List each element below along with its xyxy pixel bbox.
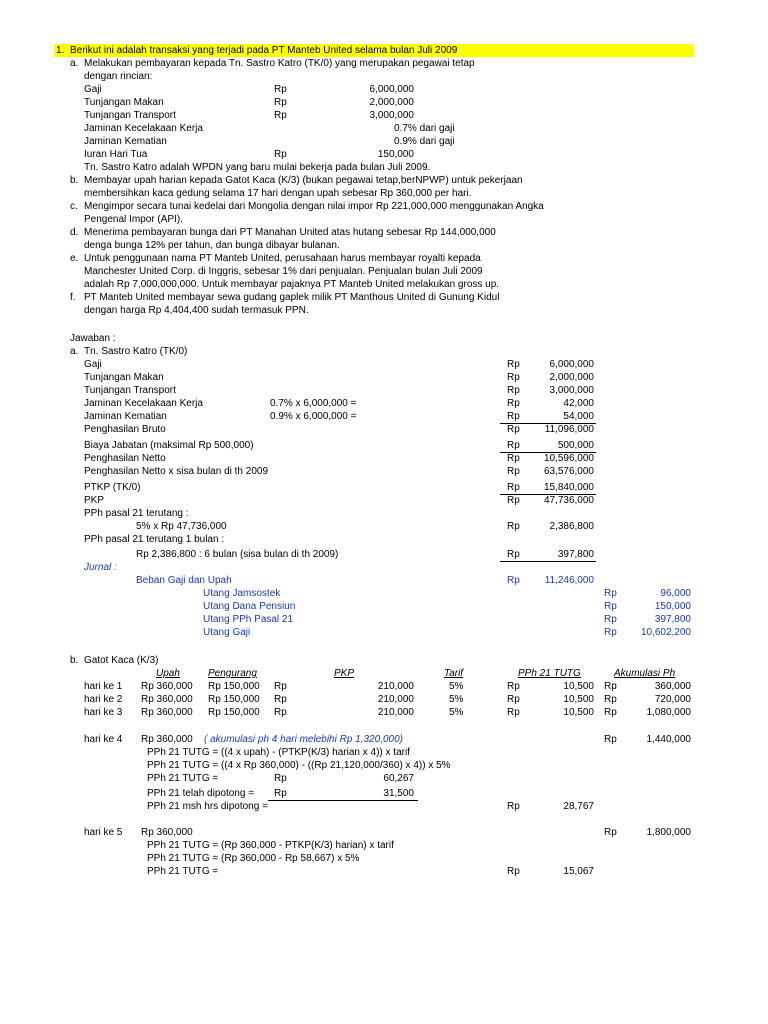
detail-percent: 0.9% dari gaji [394, 136, 455, 147]
pph-label: PPh pasal 21 terutang : [84, 508, 189, 519]
detail-percent: 0.7% dari gaji [394, 123, 455, 134]
question-number: 1. [56, 45, 65, 56]
jurnal-credit-value: 96,000 [660, 588, 691, 599]
pph-cell: 10,500 [563, 707, 594, 718]
jurnal-credit-value: 150,000 [654, 601, 691, 612]
col-header-akumulasi: Akumulasi Ph [614, 668, 676, 679]
answer-b-heading: Gatot Kaca (K/3) [84, 655, 159, 666]
akum-currency: Rp [604, 734, 617, 745]
day-label: hari ke 4 [84, 734, 123, 745]
calc-currency: Rp [507, 424, 520, 435]
pkp-cell: 210,000 [377, 694, 414, 705]
jurnal-debit-currency: Rp [507, 575, 520, 586]
calc-value: 42,000 [563, 398, 594, 409]
tarif-cell: 5% [449, 707, 464, 718]
day-label: hari ke 1 [84, 681, 123, 692]
calc-value: 15,840,000 [543, 482, 594, 493]
question-intro: Berikut ini adalah transaksi yang terjadi pada PT Manteb United selama bulan Juli 2009 [70, 45, 458, 56]
detail-label: Jaminan Kematian [84, 136, 167, 147]
calc-value: 3,000,000 [549, 385, 594, 396]
item-b-marker: b. [70, 175, 79, 186]
pph-cell: 28,767 [563, 801, 594, 812]
calc-value: 10,596,000 [543, 453, 594, 464]
pkp-currency: Rp [274, 694, 287, 705]
calc-label: PKP [84, 495, 105, 506]
calc-label: Penghasilan Netto [84, 453, 166, 464]
pph-currency: Rp [507, 866, 520, 877]
pkp-currency: Rp [274, 681, 287, 692]
formula-line: PPh 21 TUTG = (Rp 360,000 - Rp 58,667) x 5% [147, 853, 360, 864]
jurnal-debit-label: Beban Gaji dan Upah [136, 575, 232, 586]
akum-currency: Rp [604, 827, 617, 838]
detail-label: Tunjangan Transport [84, 110, 176, 121]
calc-formula: 0.9% x 6,000,000 = [270, 411, 357, 422]
item-a-line1: Melakukan pembayaran kepada Tn. Sastro Katro (TK/0) yang merupakan pegawai tetap [84, 58, 475, 69]
jurnal-credit-label: Utang PPh Pasal 21 [203, 614, 294, 625]
pph-currency: Rp [507, 694, 520, 705]
day4-note: ( akumulasi ph 4 hari melebihi Rp 1,320,000) [204, 734, 403, 745]
upah-cell: Rp 360,000 [141, 681, 193, 692]
calc-label: Jaminan Kecelakaan Kerja [84, 398, 203, 409]
calc-currency: Rp [507, 453, 520, 464]
calc-label: Gaji [84, 359, 102, 370]
formula-label: PPh 21 telah dipotong = [147, 788, 255, 799]
item-a-marker: a. [70, 58, 79, 69]
item-c-line1: Mengimpor secara tunai kedelai dari Mongolia dengan nilai impor Rp 221,000,000 menggunakan Angka [84, 201, 544, 212]
detail-label: Gaji [84, 84, 102, 95]
answer-a-heading: Tn. Sastro Katro (TK/0) [84, 346, 188, 357]
answer-a-marker: a. [70, 346, 79, 357]
calc-label: Penghasilan Netto x sisa bulan di th 2009 [84, 466, 269, 477]
formula-label: PPh 21 TUTG = [147, 866, 219, 877]
pph-currency: Rp [507, 681, 520, 692]
akum-currency: Rp [604, 681, 617, 692]
col-header-pkp: PKP [334, 668, 355, 679]
calc-currency: Rp [507, 372, 520, 383]
calc-label: Tunjangan Transport [84, 385, 176, 396]
calc-currency: Rp [507, 549, 520, 560]
pph-month-formula: Rp 2,386,800 : 6 bulan (sisa bulan di th 2009) [136, 549, 339, 560]
jurnal-credit-currency: Rp [604, 601, 617, 612]
jurnal-label: Jurnal : [84, 562, 117, 573]
item-c-marker: c. [70, 201, 78, 212]
detail-currency: Rp [274, 110, 287, 121]
formula-line: PPh 21 TUTG = (Rp 360,000 - PTKP(K/3) harian) x tarif [147, 840, 394, 851]
item-f-marker: f. [70, 292, 76, 303]
calc-value: 2,000,000 [549, 372, 594, 383]
jurnal-debit-value: 11,246,000 [544, 575, 594, 586]
item-b-line2: membersihkan kaca gedung selama 17 hari dengan upah sebesar Rp 360,000 per hari. [84, 188, 472, 199]
formula-label: PPh 21 msh hrs dipotong = [147, 801, 268, 812]
pph-currency: Rp [507, 801, 520, 812]
detail-value: 2,000,000 [369, 97, 414, 108]
tarif-cell: 5% [449, 694, 464, 705]
calc-currency: Rp [507, 466, 520, 477]
jurnal-credit-currency: Rp [604, 614, 617, 625]
pph-cell: 10,500 [563, 681, 594, 692]
pph-month-label: PPh pasal 21 terutang 1 bulan : [84, 534, 225, 545]
detail-value: 6,000,000 [369, 84, 414, 95]
formula-line: PPh 21 TUTG = ((4 x upah) - (PTKP(K/3) harian x 4)) x tarif [147, 747, 410, 758]
jurnal-credit-label: Utang Jamsostek [203, 588, 281, 599]
item-d-line2: denga bunga 12% per tahun, dan bunga dibayar bulanan. [84, 240, 340, 251]
item-e-line2: Manchester United Corp. di Inggris, sebesar 1% dari penjualan. Penjualan bulan Juli 2009 [84, 266, 483, 277]
calc-value: 47,736,000 [543, 495, 594, 506]
item-f-line1: PT Manteb United membayar sewa gudang gaplek milik PT Manthous United di Gunung Kidul [84, 292, 500, 303]
calc-label: Biaya Jabatan (maksimal Rp 500,000) [84, 440, 254, 451]
item-d-marker: d. [70, 227, 79, 238]
pengurang-cell: Rp 150,000 [208, 707, 260, 718]
pengurang-cell: Rp 150,000 [208, 694, 260, 705]
jurnal-credit-currency: Rp [604, 588, 617, 599]
pph-currency: Rp [507, 707, 520, 718]
formula-value: 31,500 [383, 788, 414, 799]
detail-value: 150,000 [377, 149, 414, 160]
calc-value: 397,800 [557, 549, 594, 560]
calc-label: Tunjangan Makan [84, 372, 164, 383]
jurnal-credit-currency: Rp [604, 627, 617, 638]
pengurang-cell: Rp 150,000 [208, 681, 260, 692]
calc-currency: Rp [507, 482, 520, 493]
pph-cell: 15,067 [563, 866, 594, 877]
upah-cell: Rp 360,000 [141, 694, 193, 705]
item-d-line1: Menerima pembayaran bunga dari PT Manahan United atas hutang sebesar Rp 144,000,000 [84, 227, 496, 238]
item-e-line1: Untuk penggunaan nama PT Manteb United, perusahaan harus membayar royalti kepada [84, 253, 481, 264]
item-c-line2: Pengenal Impor (API). [84, 214, 183, 225]
pph-formula: 5% x Rp 47,736,000 [136, 521, 227, 532]
calc-value: 500,000 [557, 440, 594, 451]
calc-currency: Rp [507, 440, 520, 451]
day-label: hari ke 3 [84, 707, 123, 718]
sum-underline [268, 800, 418, 801]
formula-line: PPh 21 TUTG = ((4 x Rp 360,000) - ((Rp 21,120,000/360) x 4)) x 5% [147, 760, 451, 771]
item-a-note: Tn. Sastro Katro adalah WPDN yang baru mulai bekerja pada bulan Juli 2009. [84, 162, 431, 173]
detail-label: Jaminan Kecelakaan Kerja [84, 123, 203, 134]
jurnal-credit-value: 397,800 [654, 614, 691, 625]
jurnal-credit-value: 10,602,200 [640, 627, 691, 638]
akum-currency: Rp [604, 694, 617, 705]
upah-cell: Rp 360,000 [141, 707, 193, 718]
detail-value: 3,000,000 [369, 110, 414, 121]
formula-currency: Rp [274, 773, 287, 784]
pkp-currency: Rp [274, 707, 287, 718]
item-b-line1: Membayar upah harian kepada Gatot Kaca (K/3) (bukan pegawai tetap,berNPWP) untuk pekerjaan [84, 175, 523, 186]
akum-currency: Rp [604, 707, 617, 718]
akum-cell: 1,440,000 [646, 734, 691, 745]
col-header-tarif: Tarif [444, 668, 464, 679]
item-e-line3: adalah Rp 7,000,000,000. Untuk membayar pajaknya PT Manteb United melakukan gross up. [84, 279, 500, 290]
day-label: hari ke 2 [84, 694, 123, 705]
akum-cell: 360,000 [654, 681, 691, 692]
formula-value: 60,267 [383, 773, 414, 784]
calc-currency: Rp [507, 385, 520, 396]
formula-currency: Rp [274, 788, 287, 799]
answer-b-marker: b. [70, 655, 79, 666]
calc-label: Jaminan Kematian [84, 411, 167, 422]
upah-cell: Rp 360,000 [141, 827, 193, 838]
item-e-marker: e. [70, 253, 79, 264]
calc-value: 2,386,800 [549, 521, 594, 532]
calc-formula: 0.7% x 6,000,000 = [270, 398, 357, 409]
calc-currency: Rp [507, 521, 520, 532]
akum-cell: 1,800,000 [646, 827, 691, 838]
day-label: hari ke 5 [84, 827, 123, 838]
calc-value: 54,000 [563, 411, 594, 422]
jurnal-credit-label: Utang Gaji [203, 627, 251, 638]
calc-label: Penghasilan Bruto [84, 424, 166, 435]
col-header-pengurang: Pengurang [208, 668, 257, 679]
akum-cell: 1,080,000 [646, 707, 691, 718]
detail-currency: Rp [274, 84, 287, 95]
answer-title: Jawaban : [70, 333, 116, 344]
detail-currency: Rp [274, 97, 287, 108]
jurnal-credit-label: Utang Dana Pensiun [203, 601, 296, 612]
formula-label: PPh 21 TUTG = [147, 773, 219, 784]
detail-currency: Rp [274, 149, 287, 160]
calc-label: PTKP (TK/0) [84, 482, 141, 493]
calc-value: 11,096,000 [544, 424, 594, 435]
calc-currency: Rp [507, 359, 520, 370]
col-header-upah: Upah [156, 668, 180, 679]
item-a-line2: dengan rincian: [84, 71, 153, 82]
tarif-cell: 5% [449, 681, 464, 692]
detail-label: Iuran Hari Tua [84, 149, 148, 160]
pkp-cell: 210,000 [377, 681, 414, 692]
item-f-line2: dengan harga Rp 4,404,400 sudah termasuk PPN. [84, 305, 309, 316]
calc-currency: Rp [507, 411, 520, 422]
calc-value: 6,000,000 [549, 359, 594, 370]
upah-cell: Rp 360,000 [141, 734, 193, 745]
calc-currency: Rp [507, 398, 520, 409]
pph-cell: 10,500 [563, 694, 594, 705]
akum-cell: 720,000 [654, 694, 691, 705]
pkp-cell: 210,000 [377, 707, 414, 718]
calc-value: 63,576,000 [543, 466, 594, 477]
detail-label: Tunjangan Makan [84, 97, 164, 108]
calc-currency: Rp [507, 495, 520, 506]
col-header-pph: PPh 21 TUTG [518, 668, 581, 679]
sum-underline [500, 561, 596, 562]
